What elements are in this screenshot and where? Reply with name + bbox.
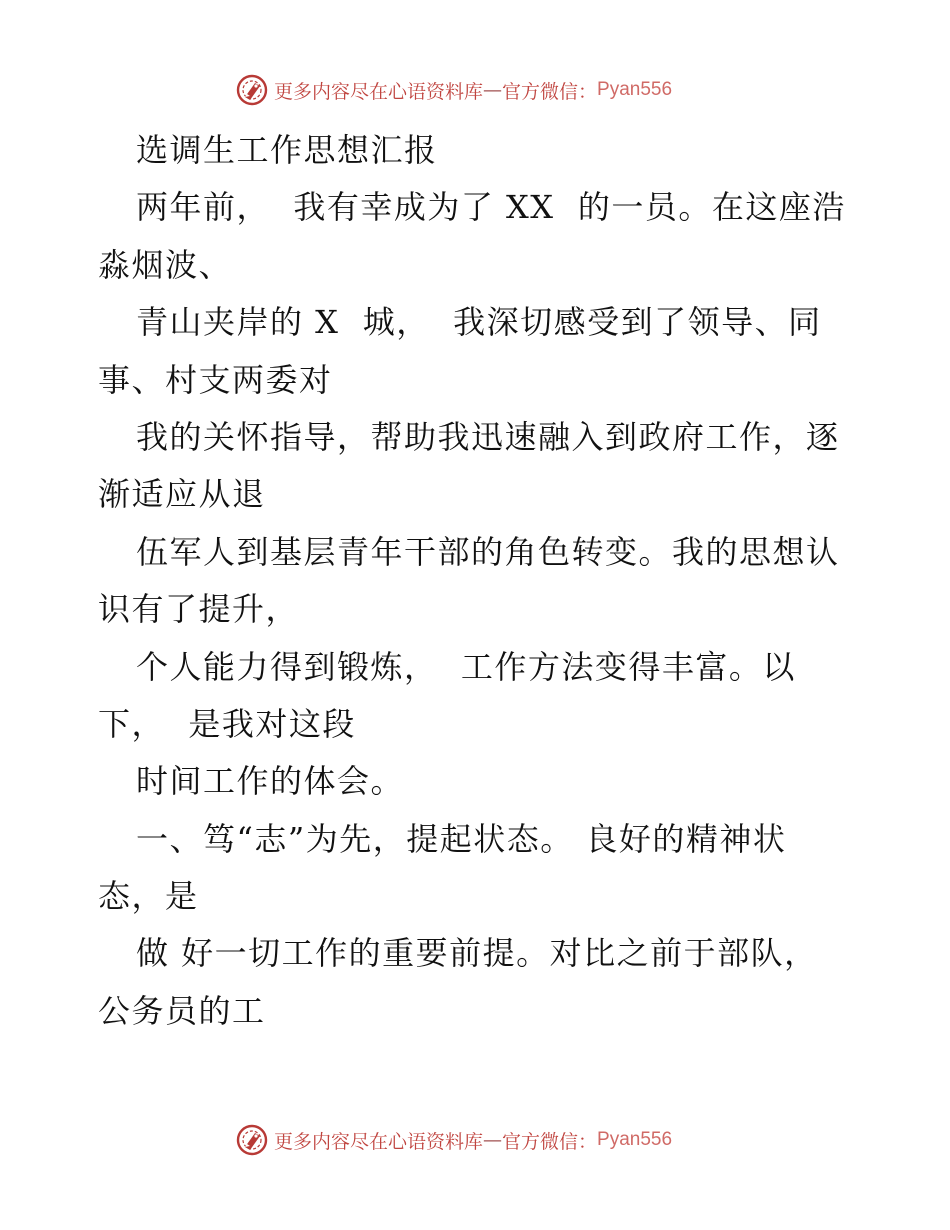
banner-wechat-id: Pyan556: [597, 1129, 673, 1150]
paragraph-line: 伍军人到基层青年干部的角色转变。我的思想认: [136, 532, 840, 571]
paragraph-line: 下， 是我对这段: [98, 704, 356, 743]
paragraph-line: 公务员的工: [98, 991, 266, 1030]
paragraph-line: 识有了提升，: [98, 590, 300, 629]
pen-nib-logo-icon: [236, 1124, 268, 1156]
paragraph-line: 个人能力得到锻炼， 工作方法变得丰富。以: [136, 647, 796, 686]
banner-dash: —: [483, 79, 503, 101]
section-heading-line: 一、笃“志”为先，提起状态。 良好的精神状: [136, 819, 787, 858]
header-banner: [236, 73, 672, 107]
paragraph-line: 渐适应从退: [98, 475, 266, 514]
paragraph-line: 态，是: [98, 877, 199, 916]
paragraph-line: 我的关怀指导，帮助我迅速融入到政府工作，逐: [136, 417, 840, 456]
footer-banner: [236, 1123, 672, 1157]
paragraph-line: 事、村支两委对: [98, 360, 333, 399]
paragraph-line: 时间工作的体会。: [136, 762, 405, 801]
document-body: [98, 122, 868, 1040]
paragraph-line: 青山夹岸的 X 城， 我深切感受到了领导、同: [136, 303, 822, 342]
paragraph-line: 淼烟波、: [98, 245, 233, 284]
paragraph-line: 做 好一切工作的重要前提。对比之前于部队，: [136, 934, 818, 973]
banner-wechat-label: 官方微信：: [502, 1130, 598, 1153]
paragraph-line: 两年前， 我有幸成为了 XX 的一员。在这座浩: [136, 188, 846, 227]
pen-nib-logo-icon: [236, 74, 268, 106]
banner-dash: —: [483, 1129, 503, 1151]
banner-wechat-id: Pyan556: [597, 79, 673, 100]
banner-wechat-label: 官方微信：: [502, 80, 598, 103]
banner-prefix-text: 更多内容尽在心语资料库: [274, 80, 484, 103]
banner-prefix-text: 更多内容尽在心语资料库: [274, 1130, 484, 1153]
document-title: 选调生工作思想汇报: [136, 131, 438, 169]
